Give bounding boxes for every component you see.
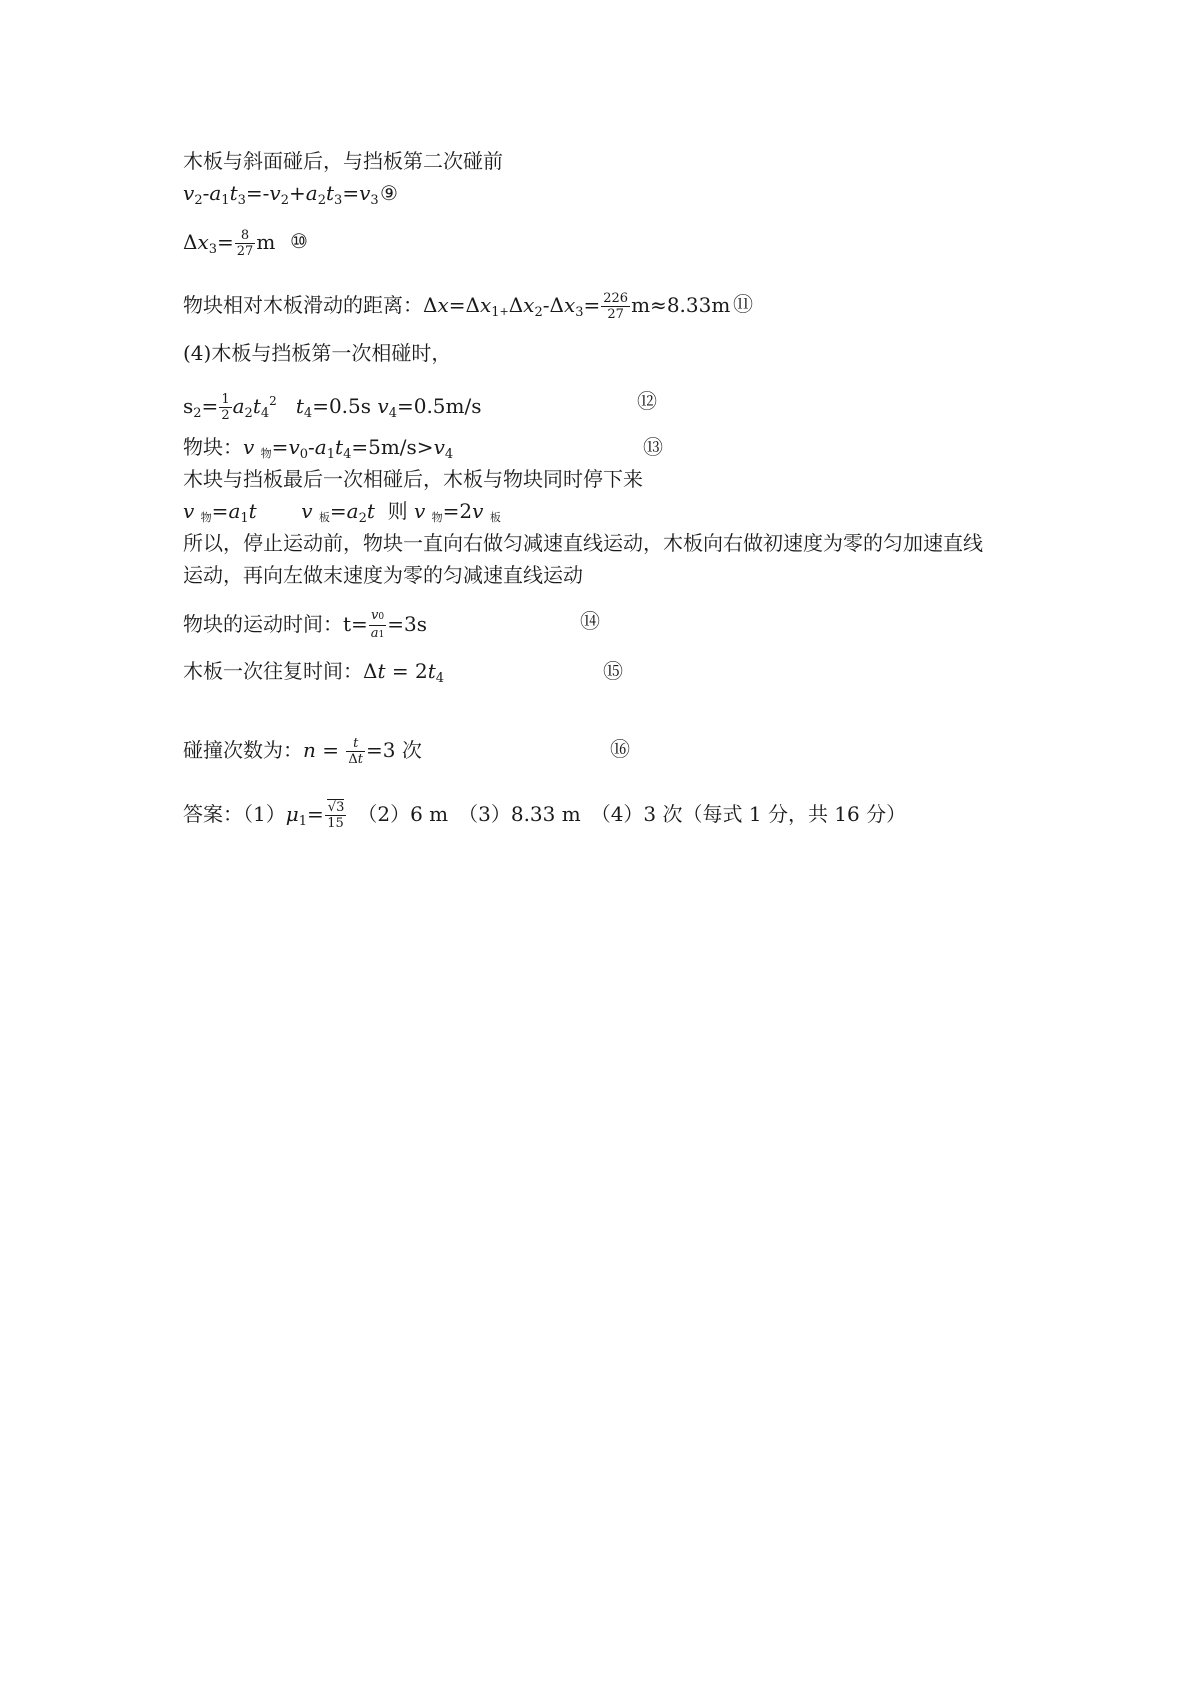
equation-14-label: 物块的运动时间： — [183, 612, 343, 636]
equation-15-label: 木板一次往复时间： — [183, 659, 363, 683]
answer-rest: （2）6 m （3）8.33 m （4）3 次（每式 1 分，共 16 分） — [347, 802, 907, 826]
marker-9: ⑨ — [380, 181, 398, 205]
equation-12: $s_2=$ $\frac{1}{2}$ $a_2t_4^2$ $t_4=0.5s$ $v_4=0.5m/s$ — [183, 392, 482, 423]
fraction: $\frac{t}{\Delta t}$ — [348, 736, 363, 767]
word-ze: 则 — [387, 499, 408, 523]
text-line-9: 木块与挡板最后一次相碰后，木板与物块同时停下来 — [183, 467, 643, 491]
marker-10: ⑩ — [290, 229, 308, 253]
equation-13: 物块：v 物$=v_0-a_1t_4=5m/s>v_4$ — [183, 435, 454, 462]
subscript-wu: 物 — [200, 511, 212, 524]
fraction: $\frac{226}{27}$ — [603, 291, 629, 322]
text-line-11b: 运动，再向左做末速度为零的匀减速直线运动 — [183, 563, 583, 587]
equation-13-label: 物块： — [183, 435, 243, 459]
equation-10: $\Delta x_3=$ $\frac{8}{27}$ m — [183, 228, 276, 259]
fraction: $\frac{√3}{15}$ — [325, 800, 347, 831]
equation-velocity-relation: v 物$=a_1t$ v 板$=a_2t$ 则 v 物=2v 板 — [183, 499, 501, 526]
subscript-wu: 物 — [260, 447, 272, 460]
equation-15: 木板一次往复时间：$\Delta t = 2t_4$ — [183, 659, 445, 686]
subscript-ban: 板 — [489, 511, 501, 524]
fraction: $\frac{8}{27}$ — [236, 228, 254, 259]
marker-14: ⑭ — [580, 609, 600, 633]
subscript-wu: 物 — [431, 511, 443, 524]
equation-16: 碰撞次数为：n = $\frac{t}{\Delta t}$ =3 次 — [183, 736, 422, 767]
marker-13: ⑬ — [643, 435, 663, 459]
equation-11-label: 物块相对木板滑动的距离： — [183, 293, 423, 317]
word-ci: 次 — [401, 738, 422, 762]
text-line-1: 木板与斜面碰后，与挡板第二次碰前 — [183, 149, 503, 173]
equation-11: 物块相对木板滑动的距离：$\Delta x=\Delta x_1+\Delta x_2-\Delta x_3=$ $\frac{226}{27}$ m≈8.33m — [183, 291, 731, 322]
marker-15: ⑮ — [603, 659, 623, 683]
fraction: $\frac{1}{2}$ — [221, 392, 230, 423]
equation-14: 物块的运动时间：t= $\frac{v0}{a1}$ =3s — [183, 608, 428, 641]
answer-label: 答案：（1） — [183, 802, 286, 826]
subscript-ban: 板 — [318, 511, 330, 524]
fraction: $\frac{v0}{a1}$ — [370, 608, 385, 641]
answer-line: 答案：$(1)\mu_1=$ $\frac{√3}{15}$ （2）6 m （3）8.33 m （4）3 次（每式 1 分，共 16 分） — [183, 800, 907, 831]
equation-16-label: 碰撞次数为： — [183, 738, 303, 762]
marker-11: ⑪ — [733, 292, 753, 316]
marker-12: ⑫ — [637, 389, 657, 413]
text-line-6: (4)木板与挡板第一次相碰时， — [183, 341, 452, 365]
equation-9: $v_2-a_1t_3=-v_2+a_2t_3=v_3$ — [183, 181, 379, 208]
marker-16: ⑯ — [610, 737, 630, 761]
text-line-11a: 所以，停止运动前，物块一直向右做匀减速直线运动，木板向右做初速度为零的匀加速直线 — [183, 531, 983, 555]
